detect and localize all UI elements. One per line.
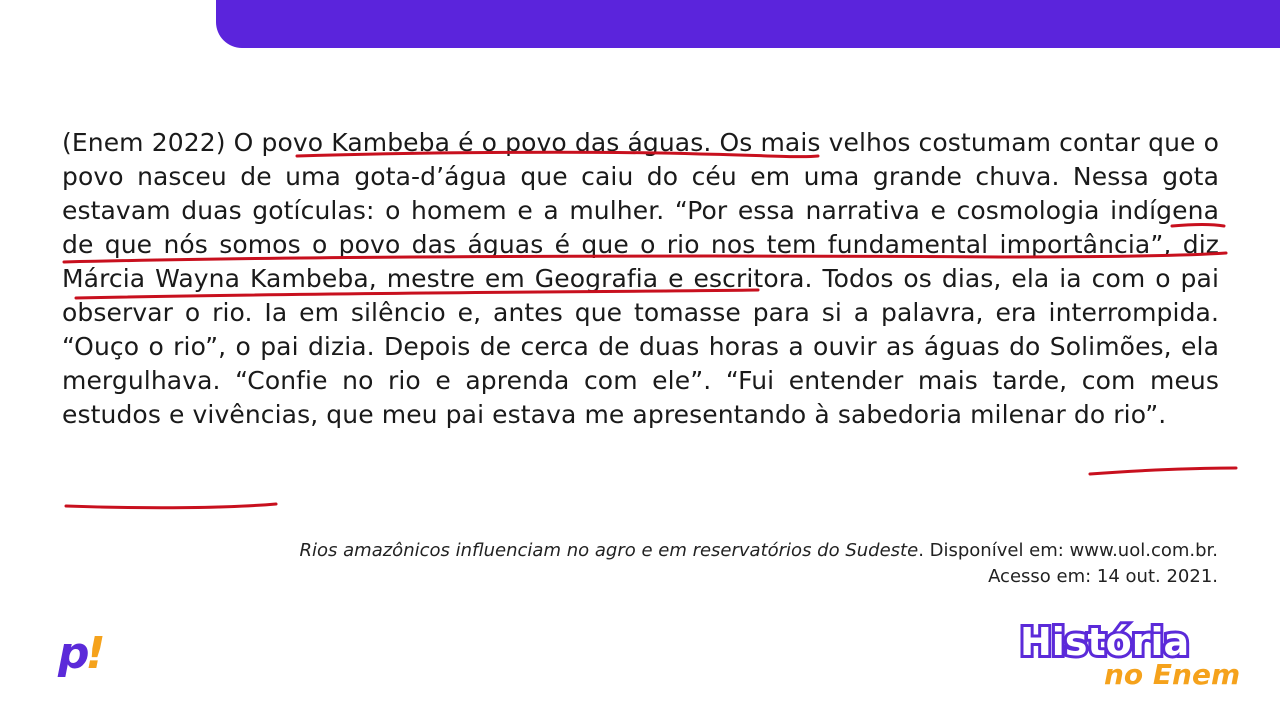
source-access-date: Acesso em: 14 out. 2021. [988, 566, 1218, 587]
underline-mark [66, 504, 276, 508]
brand-subtitle: no Enem [1104, 658, 1241, 691]
underline-mark [1090, 468, 1236, 474]
publisher-logo [58, 626, 106, 682]
question-passage [62, 126, 1219, 432]
exam-tag: (Enem 2022) [62, 128, 226, 157]
passage-text: ”. [1145, 400, 1167, 429]
source-citation [218, 538, 1218, 590]
passage-text: . Os mais velhos costumam contar que o povo nasceu de uma gota-d’água que caiu do céu em uma grande chuva. Nessa gota estavam duas gotículas: o homem e a mulher. “ [62, 128, 1219, 225]
header-bar [216, 0, 1280, 48]
brand-title: História [1020, 620, 1190, 664]
highlight-1: povo Kambeba é o povo das águas [261, 128, 704, 157]
source-title: Rios amazônicos influenciam no agro e em reservatórios do Sudeste [299, 540, 919, 561]
passage-text: ”, diz Márcia Wayna Kambeba, mestre em Geografia e escritora. Todos os dias, ela ia com o pai observar o rio. Ia em silêncio e, antes que tomasse para si a palavra, era interrompida. “Ouço o rio”, o pai dizia. Depois de cerca de duas horas a ouvir as águas do Solimões, ela mergulhava. “Confie no rio e aprenda com ele”. “Fui entender mais tarde, com meus estudos e vivências, que meu pai estava me apresentando à [62, 230, 1219, 429]
passage-text: O [233, 128, 262, 157]
brand-logo [1016, 620, 1242, 690]
highlight-3: sabedoria milenar do rio [837, 400, 1146, 429]
highlight-2: Por essa narrativa e cosmologia indígena de que nós somos o povo das águas é que o rio nos tem fundamental importância [62, 196, 1219, 259]
logo-letter: p [58, 628, 90, 679]
logo-exclamation: ! [85, 628, 106, 679]
source-availability: . Disponível em: www.uol.com.br. [918, 540, 1218, 561]
